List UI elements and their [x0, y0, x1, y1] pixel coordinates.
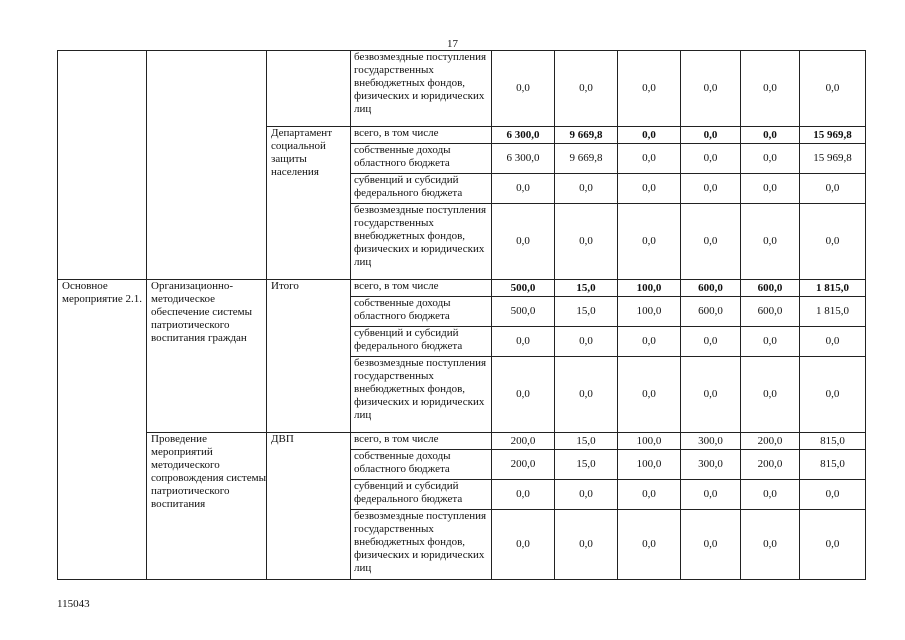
- executor-department: Департамент социальной защиты населения: [267, 127, 351, 280]
- value-cell: 0,0: [741, 51, 800, 127]
- funding-source-label: субвенций и субсидий федерального бюджета: [351, 174, 492, 204]
- value-cell: 200,0: [741, 450, 800, 480]
- value-cell: 0,0: [555, 174, 618, 204]
- value-cell: 0,0: [492, 510, 555, 580]
- value-cell: 200,0: [492, 450, 555, 480]
- value-cell: 0,0: [555, 480, 618, 510]
- event-name: Проведение мероприятий методического сопровождения системы патриотического воспитания: [147, 433, 267, 580]
- table-row: [58, 51, 866, 127]
- value-cell: 0,0: [681, 357, 741, 433]
- value-cell: 815,0: [800, 450, 866, 480]
- budget-table: [57, 50, 866, 580]
- value-cell: 6 300,0: [492, 127, 555, 144]
- page-number: 17: [447, 38, 458, 50]
- value-cell: 1 815,0: [800, 297, 866, 327]
- value-cell: 0,0: [681, 127, 741, 144]
- funding-source-label: всего, в том числе: [351, 280, 492, 297]
- value-cell: 6 300,0: [492, 144, 555, 174]
- value-cell: 200,0: [741, 433, 800, 450]
- funding-source-label: безвозмездные поступления государственных внебюджетных фондов, физических и юридических лиц: [351, 357, 492, 433]
- value-cell: 500,0: [492, 280, 555, 297]
- funding-source-label: собственные доходы областного бюджета: [351, 144, 492, 174]
- table-row: [58, 433, 866, 450]
- value-cell: 0,0: [681, 144, 741, 174]
- value-cell: 0,0: [555, 357, 618, 433]
- value-cell: 300,0: [681, 450, 741, 480]
- value-cell: 0,0: [800, 480, 866, 510]
- value-cell: 0,0: [741, 174, 800, 204]
- value-cell: 0,0: [492, 327, 555, 357]
- value-cell: 0,0: [492, 174, 555, 204]
- value-cell: 15,0: [555, 450, 618, 480]
- funding-source-label: безвозмездные поступления государственных внебюджетных фондов, физических и юридических лиц: [351, 510, 492, 580]
- value-cell: 0,0: [618, 357, 681, 433]
- value-cell: 0,0: [492, 204, 555, 280]
- funding-source-label: безвозмездные поступления государственных внебюджетных фондов, физических и юридических лиц: [351, 204, 492, 280]
- value-cell: 0,0: [492, 480, 555, 510]
- value-cell: 0,0: [555, 51, 618, 127]
- value-cell: 100,0: [618, 280, 681, 297]
- value-cell: 0,0: [681, 174, 741, 204]
- value-cell: 0,0: [741, 510, 800, 580]
- value-cell: 0,0: [681, 51, 741, 127]
- value-cell: 0,0: [681, 480, 741, 510]
- funding-source-label: всего, в том числе: [351, 127, 492, 144]
- value-cell: 0,0: [741, 144, 800, 174]
- table-row: [58, 280, 866, 297]
- value-cell: 0,0: [681, 327, 741, 357]
- measure-number: Основное мероприятие 2.1.: [58, 280, 147, 580]
- value-cell: 15 969,8: [800, 127, 866, 144]
- value-cell: 0,0: [741, 357, 800, 433]
- value-cell: 0,0: [741, 204, 800, 280]
- funding-source-label: субвенций и субсидий федерального бюджета: [351, 480, 492, 510]
- value-cell: 0,0: [800, 174, 866, 204]
- value-cell: 0,0: [618, 127, 681, 144]
- executor-dvp: ДВП: [267, 433, 351, 580]
- value-cell: 600,0: [681, 297, 741, 327]
- value-cell: 15,0: [555, 297, 618, 327]
- funding-source-label: безвозмездные поступления государственных внебюджетных фондов, физических и юридических лиц: [351, 51, 492, 127]
- value-cell: 0,0: [492, 357, 555, 433]
- value-cell: 0,0: [741, 327, 800, 357]
- funding-source-label: субвенций и субсидий федерального бюджета: [351, 327, 492, 357]
- value-cell: 200,0: [492, 433, 555, 450]
- value-cell: 600,0: [681, 280, 741, 297]
- value-cell: 0,0: [741, 127, 800, 144]
- value-cell: 0,0: [618, 144, 681, 174]
- value-cell: 0,0: [618, 51, 681, 127]
- value-cell: 0,0: [800, 327, 866, 357]
- value-cell: 0,0: [618, 510, 681, 580]
- value-cell: 0,0: [800, 510, 866, 580]
- value-cell: 0,0: [555, 510, 618, 580]
- value-cell: 0,0: [618, 327, 681, 357]
- cell-empty: [267, 51, 351, 127]
- executor-itogo: Итого: [267, 280, 351, 433]
- value-cell: 0,0: [555, 327, 618, 357]
- value-cell: 600,0: [741, 297, 800, 327]
- value-cell: 100,0: [618, 450, 681, 480]
- value-cell: 0,0: [681, 204, 741, 280]
- document-code: 115043: [57, 598, 90, 610]
- cell-empty: [58, 51, 147, 280]
- value-cell: 600,0: [741, 280, 800, 297]
- value-cell: 100,0: [618, 433, 681, 450]
- value-cell: 0,0: [492, 51, 555, 127]
- value-cell: 0,0: [618, 204, 681, 280]
- value-cell: 0,0: [618, 480, 681, 510]
- value-cell: 9 669,8: [555, 127, 618, 144]
- funding-source-label: собственные доходы областного бюджета: [351, 450, 492, 480]
- value-cell: 300,0: [681, 433, 741, 450]
- value-cell: 0,0: [555, 204, 618, 280]
- value-cell: 0,0: [741, 480, 800, 510]
- value-cell: 9 669,8: [555, 144, 618, 174]
- value-cell: 815,0: [800, 433, 866, 450]
- funding-source-label: собственные доходы областного бюджета: [351, 297, 492, 327]
- value-cell: 0,0: [800, 357, 866, 433]
- value-cell: 0,0: [618, 174, 681, 204]
- value-cell: 1 815,0: [800, 280, 866, 297]
- value-cell: 15 969,8: [800, 144, 866, 174]
- value-cell: 0,0: [800, 51, 866, 127]
- cell-empty: [147, 51, 267, 280]
- value-cell: 15,0: [555, 280, 618, 297]
- funding-source-label: всего, в том числе: [351, 433, 492, 450]
- value-cell: 100,0: [618, 297, 681, 327]
- value-cell: 500,0: [492, 297, 555, 327]
- value-cell: 0,0: [681, 510, 741, 580]
- value-cell: 15,0: [555, 433, 618, 450]
- value-cell: 0,0: [800, 204, 866, 280]
- measure-name: Организационно-методическое обеспечение системы патриотического воспитания граждан: [147, 280, 267, 433]
